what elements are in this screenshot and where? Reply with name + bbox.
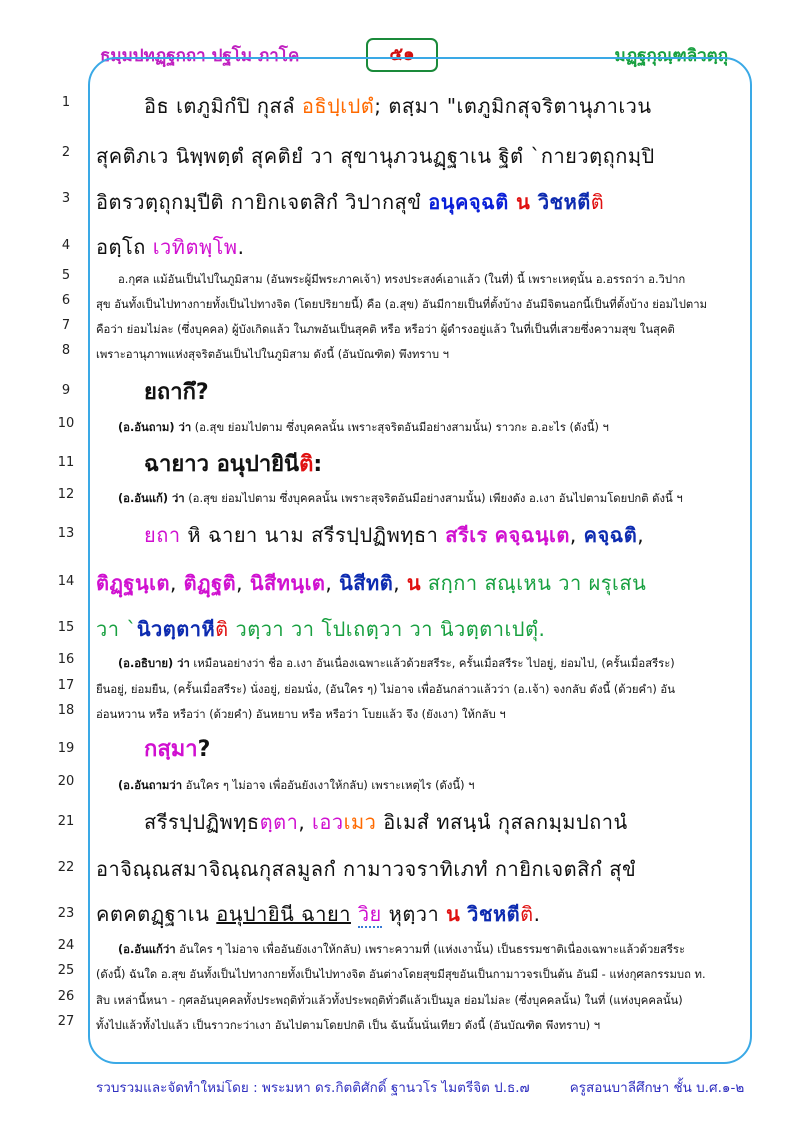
pali-text: หิ ฉายา นาม สรีรปฺปฏิพทฺธา	[180, 523, 446, 547]
translation-line: ทั้งไปแล้วทั้งไปแล้ว เป็นราวกะว่าเงา อันไปตามโดยปกติ เป็น ฉันนั้นนั่นเทียว ดังนี้ (อันบัณฑิต พึงทราบ) ฯ	[96, 1019, 601, 1032]
line-number: 9	[61, 383, 71, 398]
pali-term: คจฺฉนฺเต	[494, 523, 570, 547]
heading-text: กสฺมา	[144, 737, 198, 762]
pali-term: อธิปฺเปตํ	[301, 94, 375, 118]
translation-line: ยืนอยู่, ย่อมยืน, (ครั้นเมื่อสรีระ) นั่งอยู่, ย่อมนั่ง, (อันใคร ๆ) ไม่อาจ เพื่ออันกล่าวแล้วว่า (อ.เจ้า) จงกลับ ดังนี้ (ด้วยคำ) อัน	[96, 683, 675, 696]
pali-line: อาจิณฺณสมาจิณฺณกุสลมูลกํ กามาวจราทิเภทํ กายิกเจตสิกํ สุขํ	[96, 857, 637, 881]
line-number: 22	[57, 860, 75, 875]
line-number: 21	[57, 814, 75, 829]
line-number: 27	[57, 1014, 75, 1029]
label: (อ.อธิบาย) ว่า	[118, 657, 190, 670]
pali-text: ติ	[520, 902, 534, 926]
pali-line	[96, 806, 772, 838]
translation-text: อันใคร ๆ ไม่อาจ เพื่ออันยังเงาให้กลับ) เพราะเหตุไร (ดังนี้) ฯ	[182, 779, 475, 792]
pali-text: อิตรวตฺถุกมฺปีติ กายิกเจตสิกํ วิปากสุขํ	[96, 190, 429, 214]
translation-text: อันใคร ๆ ไม่อาจ เพื่ออันยังเงาให้กลับ) เพราะความที่ (แห่งเงานั้น) เป็นธรรมชาติเนื่องเฉพาะแล้วด้วยสรีระ	[175, 943, 686, 956]
pali-text: คตคตฏฺฐาเน	[96, 902, 217, 926]
line-number: 19	[57, 741, 75, 756]
pali-term: ติฏฺฐติ	[183, 571, 237, 595]
label: (อ.อันถาม) ว่า	[118, 421, 192, 434]
pali-line	[96, 567, 724, 599]
line-number: 23	[57, 906, 75, 921]
header-title-right: มฏฺฐกุณฺฑลิวตฺถุ	[614, 46, 728, 66]
translation-text: เหมือนอย่างว่า ชื่อ อ.เงา อันเนื่องเฉพาะแล้วด้วยสรีระ, ครั้นเมื่อสรีระ ไปอยู่, ย่อมไป, (ครั้นเมื่อสรีระ)	[189, 657, 675, 670]
pali-line	[96, 519, 772, 551]
pali-term: นิสีทนฺเต	[249, 571, 326, 595]
label: (อ.อันถามว่า	[118, 779, 183, 792]
pali-text: ,	[393, 571, 407, 595]
translation-line: สิบ เหล่านี้หนา - กุศลอันบุคคลทั้งประพฤติทั่วแล้วทั้งประพฤติทั่วดีแล้วเป็นมูล ย่อมไม่ละ (ซึ่งบุคคลนั้น) ในที่ (แห่งบุคคลนั้น)	[96, 994, 683, 1007]
pali-text: .	[533, 902, 541, 926]
label: (อ.อันแก้) ว่า	[118, 492, 185, 505]
translation-line	[96, 654, 746, 672]
pali-text	[351, 902, 358, 926]
pali-text: อิเมสํ ทสนฺนํ กุสลกมฺมปถานํ	[376, 810, 628, 834]
translation-line	[96, 489, 746, 507]
pali-text: ,	[569, 523, 584, 547]
answer-heading	[96, 446, 772, 481]
pali-term: เมว	[343, 810, 377, 834]
footer-author: รวบรวมและจัดทำใหม่โดย : พระมหา ดร.กิตติศักดิ์ ฐานวโร ไมตรีจิต ป.ธ.๗	[96, 1080, 530, 1096]
pali-term: นิสีทติ	[339, 571, 394, 595]
pali-term: สกฺกา สณฺเหน วา ผรุเสน	[421, 571, 647, 595]
pali-term: ติฏฺฐนฺเต	[96, 571, 170, 595]
heading-text: ฉายาว อนุปายินี	[144, 452, 300, 477]
heading-text: ติ	[299, 452, 314, 477]
pali-text: ,	[325, 571, 340, 595]
pali-text: ,	[637, 523, 645, 547]
translation-text: (อ.สุข ย่อมไปตาม ซึ่งบุคคลนั้น เพราะสุจริตอันมีอย่างสามนั้น) ราวกะ อ.อะไร (ดังนี้) ฯ	[191, 421, 609, 434]
line-number: 13	[57, 526, 75, 541]
translation-line: อ.กุศล แม้อันเป็นไปในภูมิสาม (อันพระผู้มีพระภาคเจ้า) ทรงประสงค์เอาแล้ว (ในที่) นี้ เพราะเหตุนั้น อ.อรรถว่า อ.วิปาก	[118, 273, 686, 286]
pali-text: ,	[236, 571, 250, 595]
translation-line: สุข อันทั้งเป็นไปทางกายทั้งเป็นไปทางจิต (โดยปริยายนี้) คือ (อ.สุข) อันมีกายเป็นที่ตั้งบ้าง อันมีจิตนอกนี้เป็นที่ตั้งบ้าง ย่อมไปตาม	[96, 298, 708, 311]
pali-term: ติ	[215, 617, 229, 641]
line-number: 3	[61, 191, 71, 206]
question-heading: ยถากึ?	[144, 380, 209, 405]
line-number: 25	[57, 963, 75, 978]
pali-term: ตฺตา	[259, 810, 299, 834]
line-number: 18	[57, 703, 75, 718]
pali-term: คจฺฉติ	[583, 523, 638, 547]
pali-term: ยถา	[144, 523, 181, 547]
pali-term: เวทิตพฺโพ	[152, 235, 238, 259]
pali-text: สรีรปฺปฏิพทฺธ	[144, 810, 260, 834]
translation-line: (ดังนี้) ฉันใด อ.สุข อันทั้งเป็นไปทางกายทั้งเป็นไปทางจิต อันต่างโดยสุขมีสุขอันเป็นกามาวจรเป็นต้น อันมี - แห่งกุศลกรรมบถ ท.	[96, 968, 706, 981]
translation-line	[96, 418, 746, 436]
line-number: 15	[57, 620, 75, 635]
question-heading	[96, 731, 772, 766]
heading-text: :	[313, 452, 323, 477]
pali-text: อิธ เตภูมิกํปิ กุสลํ	[144, 94, 302, 118]
pali-text: หุตฺวา	[381, 902, 447, 926]
translation-text: (อ.สุข ย่อมไปตาม ซึ่งบุคคลนั้น เพราะสุจริตอันมีอย่างสามนั้น) เพียงดัง อ.เงา อันไปตามโดยปกติ ดังนี้ ฯ	[184, 492, 683, 505]
pali-term: วิชหตี	[467, 902, 521, 926]
line-number: 5	[61, 268, 71, 283]
pali-term: น	[446, 902, 461, 926]
line-number: 14	[57, 574, 75, 589]
line-number: 11	[57, 455, 75, 470]
pali-text: .	[237, 235, 245, 259]
pali-term: สรีเร	[445, 523, 488, 547]
pali-text: อตฺโถ	[96, 235, 153, 259]
page-number-badge: ๕๑	[366, 38, 438, 72]
label: (อ.อันแก้ว่า	[118, 943, 176, 956]
line-number: 26	[57, 989, 75, 1004]
pali-term: อนุคจฺฉติ	[428, 190, 509, 214]
pali-text: ; ตสฺมา "เตภูมิกสุจริตานุภาเวน	[374, 94, 652, 118]
pali-term: เอว	[312, 810, 344, 834]
line-number: 10	[57, 416, 75, 431]
pali-line	[96, 613, 724, 645]
line-number: 20	[57, 774, 75, 789]
translation-line: อ่อนหวาน หรือ หรือว่า (ด้วยคำ) อันหยาบ หรือ หรือว่า โบยแล้ว จึง (ยังเงา) ให้กลับ ฯ	[96, 708, 506, 721]
pali-line	[96, 186, 724, 218]
pali-term: วิย	[357, 902, 382, 926]
footer-course: ครูสอนบาลีศึกษา ชั้น บ.ศ.๑-๒	[569, 1080, 745, 1096]
line-number: 8	[61, 343, 71, 358]
translation-line	[96, 940, 746, 958]
pali-term: วิชหตี	[537, 190, 591, 214]
heading-text: ?	[197, 737, 211, 762]
line-number: 17	[57, 678, 75, 693]
underlined-term: อนุปายินี ฉายา	[216, 902, 351, 926]
footer	[96, 1076, 744, 1098]
line-number: 1	[61, 95, 71, 110]
line-number: 2	[61, 145, 71, 160]
line-number: 7	[61, 318, 71, 333]
line-number: 24	[57, 938, 75, 953]
line-number: 16	[57, 652, 75, 667]
pali-text: ,	[298, 810, 313, 834]
line-number: 6	[61, 293, 71, 308]
translation-line	[96, 776, 746, 794]
pali-term: วา `	[96, 617, 137, 641]
pali-text: ติ	[590, 190, 605, 214]
pali-term: วตฺวา วา โปเถตฺวา วา นิวตฺตาเปตุํ.	[228, 617, 546, 641]
translation-line: เพราะอานุภาพแห่งสุจริตอันเป็นไปในภูมิสาม ดังนี้ (อันบัณฑิต) พึงทราบ ฯ	[96, 348, 449, 361]
line-number: 12	[57, 487, 75, 502]
pali-term: น	[406, 571, 422, 595]
pali-line	[96, 898, 724, 930]
pali-line	[96, 231, 724, 263]
pali-line	[96, 90, 772, 122]
pali-line: สุคติภเว นิพฺพตฺตํ สุคติยํ วา สุขานุภวนฏฺฐาเน ฐิตํ `กายวตฺถุกมฺปิ	[96, 144, 655, 168]
header-title-left: ธมฺมปทฏฺฐกถา ปฐโม ภาโค	[100, 46, 300, 66]
pali-term: นิวตฺตาหี	[136, 617, 216, 641]
pali-term: น	[508, 190, 538, 214]
pali-text	[488, 523, 495, 547]
translation-line: คือว่า ย่อมไม่ละ (ซึ่งบุคคล) ผู้บังเกิดแล้ว ในภพอันเป็นสุคติ หรือ หรือว่า ผู้ดำรงอยู่แล้ว ในที่เป็นที่เสวยซึ่งความสุข ในสุคติ	[96, 323, 675, 336]
pali-text: ,	[169, 571, 184, 595]
line-number: 4	[61, 238, 71, 253]
